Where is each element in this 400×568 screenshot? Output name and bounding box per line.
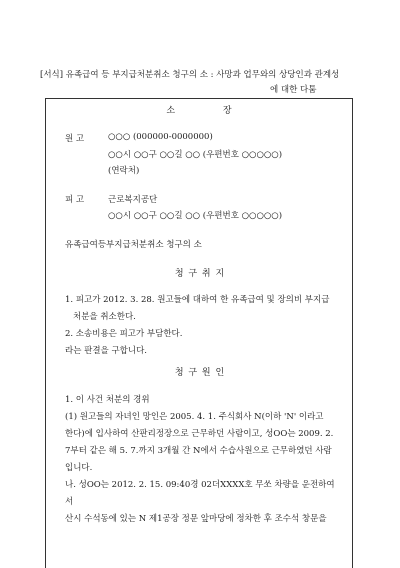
defendant-name: 근로복지공단 xyxy=(108,195,158,205)
form-header-line2: 에 대한 다툼 xyxy=(270,85,317,95)
defendant-label: 피 고 xyxy=(65,195,85,205)
grounds-line: 7부터 같은 해 5. 7.까지 3개월 간 N에서 수습사원으로 근무하였던 사람 xyxy=(65,446,332,456)
grounds-line: 한다)에 입사하여 산판리정장으로 근무하던 사람이고, 성OO는 2009. 2. xyxy=(65,429,334,439)
plaintiff-contact: (연락처) xyxy=(108,166,140,176)
document-title-char1: 소 xyxy=(166,106,178,116)
grounds-line: 입니다. xyxy=(65,463,93,473)
grounds-line: 산시 수석동에 있는 N 제1공장 정문 앞마당에 정차한 후 조수석 창문을 xyxy=(65,514,327,524)
claims-body xyxy=(65,292,335,360)
claims-line: 처분을 취소한다. xyxy=(73,312,136,322)
grounds-body xyxy=(65,392,335,528)
grounds-line: 나. 성OO는 2012. 2. 15. 09:40경 02더XXXX호 무쏘 차량을 운전하여 서 xyxy=(65,480,335,507)
plaintiff-address: ○○시 ○○구 ○○길 ○○ (우편번호 ○○○○○) xyxy=(108,150,283,160)
grounds-line: (1) 원고들의 자녀인 망인은 2005. 4. 1. 주식회사 N(이하 'N' 이라고 xyxy=(65,412,324,422)
grounds-line: 1. 이 사건 처분의 경위 xyxy=(65,395,150,405)
defendant-address: ○○시 ○○구 ○○길 ○○ (우편번호 ○○○○○) xyxy=(108,211,283,221)
form-header-line1: [서식] 유족급여 등 부지급처분취소 청구의 소 : 사망과 업무와의 상당인과 관계성 xyxy=(40,70,340,80)
grounds-title: 청 구 원 인 xyxy=(174,368,226,378)
case-name: 유족급여등부지급처분취소 청구의 소 xyxy=(65,240,202,250)
claims-line: 라는 판결을 구합니다. xyxy=(65,346,148,356)
plaintiff-name: ○○○ (000000-0000000) xyxy=(108,132,213,142)
claims-line: 1. 피고가 2012. 3. 28. 원고들에 대하여 한 유족급여 및 장의비 부지급 xyxy=(65,295,330,305)
document-title-char2: 장 xyxy=(222,106,234,116)
document-title xyxy=(0,103,400,116)
claims-line: 2. 소송비용은 피고가 부담한다. xyxy=(65,329,183,339)
claims-title: 청 구 취 지 xyxy=(174,269,226,279)
plaintiff-label: 원 고 xyxy=(65,134,85,144)
form-header xyxy=(40,68,370,98)
